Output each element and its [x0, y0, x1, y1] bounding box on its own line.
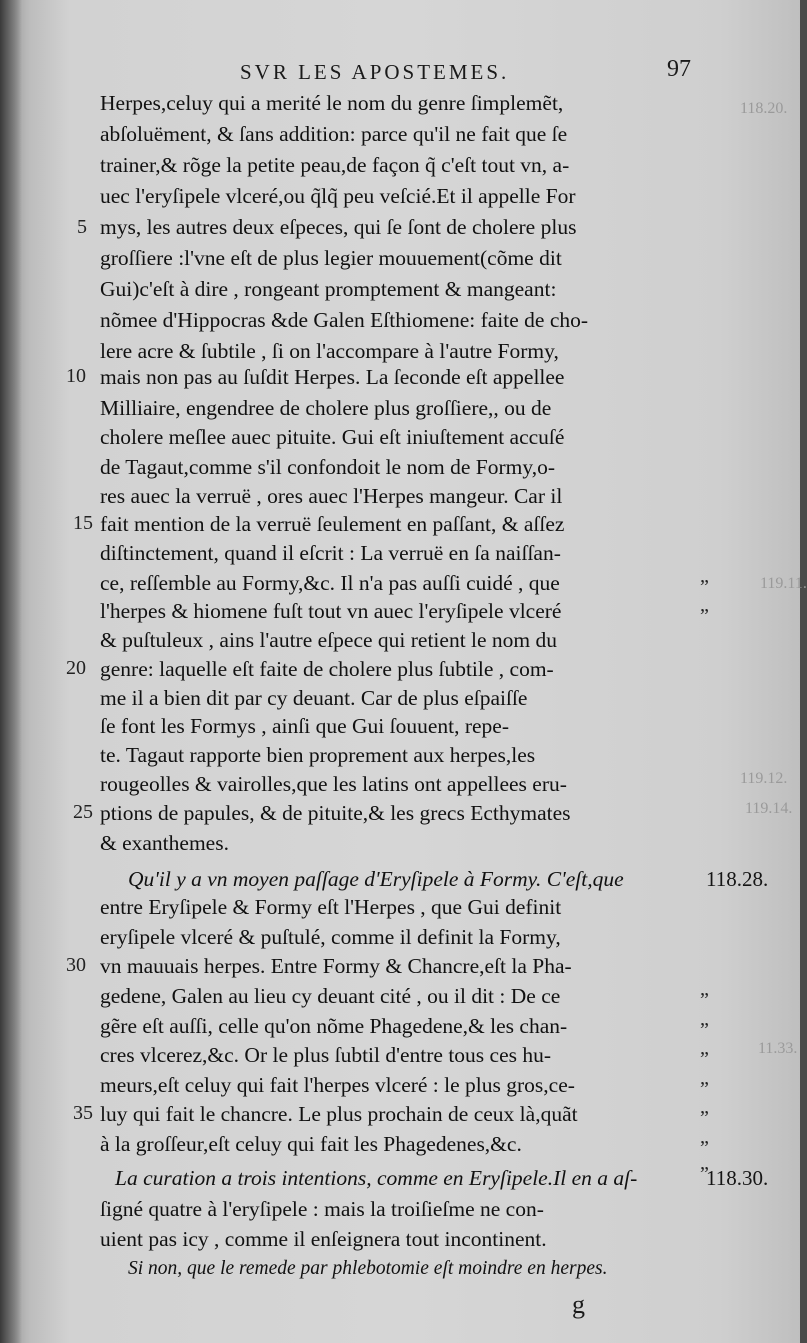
text-line: l'herpes & hiomene fuſt tout vn auec l'eryſipele vlceré	[100, 599, 562, 623]
text-line: diſtinctement, quand il eſcrit : La verruë en ſa naiſſan-	[100, 541, 561, 565]
text-line: trainer,& rõge la petite peau,de façon q̃ c'eſt tout vn, a-	[100, 153, 570, 177]
quotation-mark: „	[700, 594, 709, 616]
bleed-through-reference: 119.14.	[745, 800, 793, 817]
text-line: mais non pas au ſuſdit Herpes. La ſeconde eſt appellee	[100, 365, 565, 389]
text-line: Gui)c'eſt à dire , rongeant promptement & mangeant:	[100, 277, 557, 301]
line-number: 35	[73, 1102, 93, 1124]
text-line: luy qui fait le chancre. Le plus prochain de ceux là,quãt	[100, 1102, 578, 1126]
text-line: gedene, Galen au lieu cy deuant cité , ou il dit : De ce	[100, 984, 561, 1008]
quotation-mark: „	[700, 1067, 709, 1089]
line-number: 10	[66, 365, 86, 387]
bleed-through-reference: 11.33.	[758, 1040, 798, 1057]
text-line: rougeolles & vairolles,que les latins ont appellees eru-	[100, 772, 567, 796]
bleed-through-reference: 119.11.	[760, 575, 807, 592]
text-line: groſſiere :l'vne eſt de plus legier mouuement(cõme dit	[100, 246, 562, 270]
text-line: meurs,eſt celuy qui fait l'herpes vlceré : le plus gros,ce-	[100, 1073, 575, 1097]
text-line: res auec la verruë , ores auec l'Herpes mangeur. Car il	[100, 484, 563, 508]
text-line-subheading: Si non, que le remede par phlebotomie eſt moindre en herpes.	[128, 1258, 608, 1279]
running-header: SVR LES APOSTEMES.	[240, 60, 510, 84]
bleed-through-reference: 119.12.	[740, 770, 788, 787]
quotation-mark: „	[700, 1008, 709, 1030]
text-line: de Tagaut,comme s'il confondoit le nom de Formy,o-	[100, 455, 555, 479]
text-line-subheading: Qu'il y a vn moyen paſſage d'Eryſipele à Formy. C'eſt,que	[128, 867, 624, 891]
line-number: 30	[66, 954, 86, 976]
margin-reference: 118.28.	[706, 867, 769, 891]
line-number: 5	[77, 216, 87, 238]
quotation-mark: „	[700, 565, 709, 587]
text-line: ptions de papules, & de pituite,& les grecs Ecthymates	[100, 801, 571, 825]
text-line: uec l'eryſipele vlceré,ou q̃lq̃ peu veſcié.Et il appelle For	[100, 184, 576, 208]
text-line: vn mauuais herpes. Entre Formy & Chancre,eſt la Pha-	[100, 954, 572, 978]
quotation-mark: „	[700, 978, 709, 1000]
quotation-mark: „	[700, 1096, 709, 1118]
text-line: cholere meſlee auec pituite. Gui eſt iniuſtement accuſé	[100, 425, 565, 449]
text-line: eryſipele vlceré & puſtulé, comme il definit la Formy,	[100, 925, 561, 949]
text-line: genre: laquelle eſt faite de cholere plus ſubtile , com-	[100, 657, 554, 681]
text-line: me il a bien dit par cy deuant. Car de plus eſpaiſſe	[100, 686, 528, 710]
text-line: entre Eryſipele & Formy eſt l'Herpes , que Gui definit	[100, 895, 562, 919]
text-line: te. Tagaut rapporte bien proprement aux herpes,les	[100, 743, 536, 767]
text-line: abſoluëment, & ſans addition: parce qu'il ne fait que ſe	[100, 122, 568, 146]
text-line: mys, les autres deux eſpeces, qui ſe ſont de cholere plus	[100, 215, 577, 239]
text-line: lere acre & ſubtile , ſi on l'accompare à l'autre Formy,	[100, 339, 559, 363]
signature-mark: g	[572, 1290, 585, 1319]
text-line: fait mention de la verruë ſeulement en paſſant, & aſſez	[100, 512, 565, 536]
line-number: 20	[66, 657, 86, 679]
text-line: & exanthemes.	[100, 831, 229, 855]
quotation-mark: „	[700, 1152, 709, 1174]
text-line: Herpes,celuy qui a merité le nom du genre ſimplemẽt,	[100, 91, 564, 115]
text-line: gẽre eſt auſſi, celle qu'on nõme Phagedene,& les chan-	[100, 1014, 568, 1038]
text-line: Milliaire, engendree de cholere plus groſſiere,, ou de	[100, 396, 552, 420]
text-line: & puſtuleux , ains l'autre eſpece qui retient le nom du	[100, 628, 558, 652]
text-line: cres vlcerez,&c. Or le plus ſubtil d'entre tous ces hu-	[100, 1043, 552, 1067]
line-number: 25	[73, 801, 93, 823]
bleed-through-reference: 118.20.	[740, 100, 788, 117]
text-line: uient pas icy , comme il enſeignera tout incontinent.	[100, 1227, 547, 1251]
text-line: ſigné quatre à l'eryſipele : mais la troiſieſme ne con-	[100, 1197, 544, 1221]
quotation-mark: „	[700, 1126, 709, 1148]
margin-reference: 118.30.	[706, 1166, 769, 1190]
quotation-mark: „	[700, 1037, 709, 1059]
text-line: à la groſſeur,eſt celuy qui fait les Phagedenes,&c.	[100, 1132, 522, 1156]
line-number: 15	[73, 512, 93, 534]
text-line-subheading: La curation a trois intentions, comme en Eryſipele.Il en a aſ-	[115, 1166, 638, 1190]
text-line: ce, reſſemble au Formy,&c. Il n'a pas auſſi cuidé , que	[100, 571, 560, 595]
text-line: nõmee d'Hippocras &de Galen Eſthiomene: faite de cho-	[100, 308, 589, 332]
page-number: 97	[667, 56, 691, 82]
text-line: ſe font les Formys , ainſi que Gui ſouuent, repe-	[100, 714, 510, 738]
